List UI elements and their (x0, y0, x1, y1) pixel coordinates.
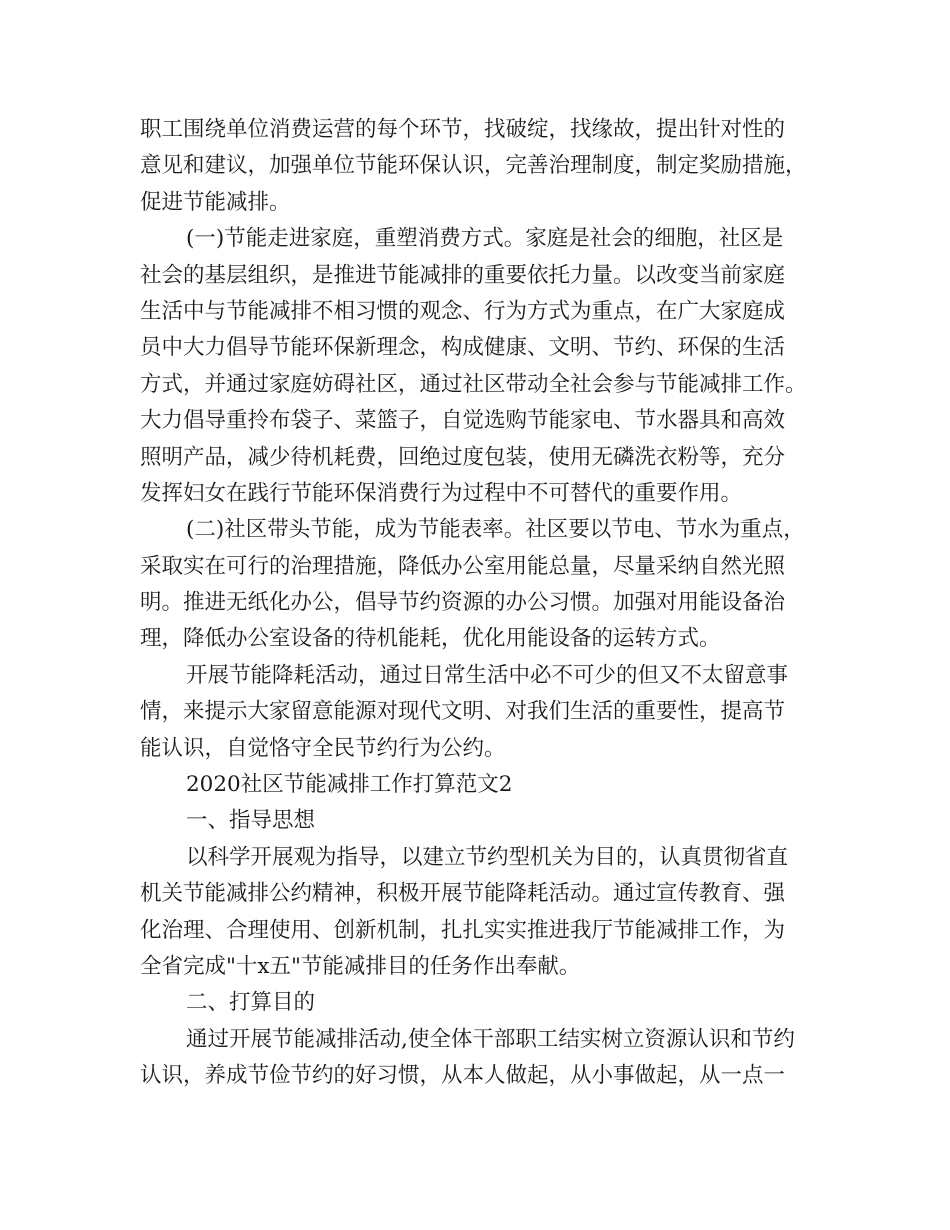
text-line: 照明产品，减少待机耗费，回绝过度包装，使用无磷洗衣粉等，充分 (140, 444, 786, 470)
text-line: 方式，并通过家庭妨碍社区，通过社区带动全社会参与节能减排工作。 (140, 371, 807, 397)
paragraph-start-line: 以科学开展观为指导，以建立节约型机关为目的，认真贯彻省直 (186, 844, 789, 870)
subsection-heading: 一、指导思想 (186, 808, 316, 834)
document-body (140, 112, 820, 1095)
text-line: 化治理、合理使用、创新机制，扎扎实实推进我厅节能减排工作，为 (140, 917, 786, 943)
paragraph-start-line: 通过开展节能减排活动,使全体干部职工结实树立资源认识和节约 (186, 1026, 795, 1052)
text-line: 采取实在可行的治理措施，降低办公室用能总量，尽量采纳自然光照 (140, 553, 786, 579)
text-line: 能认识，自觉恪守全民节约行为公约。 (140, 735, 506, 761)
paragraph-start-line: 开展节能降耗活动，通过日常生活中必不可少的但又不太留意事 (186, 662, 789, 688)
text-line: 理，降低办公室设备的待机能耗，优化用能设备的运转方式。 (140, 626, 721, 652)
text-line: 意见和建议，加强单位节能环保认识，完善治理制度，制定奖励措施， (140, 153, 807, 179)
text-line: 大力倡导重拎布袋子、菜篮子，自觉选购节能家电、节水器具和高效 (140, 408, 786, 434)
text-line: 社会的基层组织，是推进节能减排的重要依托力量。以改变当前家庭 (140, 262, 786, 288)
subsection-heading: 二、打算目的 (186, 990, 316, 1016)
text-line: 认识，养成节俭节约的好习惯，从本人做起，从小事做起，从一点一 (140, 1063, 786, 1089)
text-line: 员中大力倡导节能环保新理念，构成健康、文明、节约、环保的生活 (140, 335, 786, 361)
paragraph-start-line: (一)节能走进家庭，重塑消费方式。家庭是社会的细胞，社区是 (186, 226, 784, 252)
text-line: 情，来提示大家留意能源对现代文明、对我们生活的重要性，提高节 (140, 699, 786, 725)
paragraph-start-line: (二)社区带头节能，成为节能表率。社区要以节电、节水为重点， (186, 517, 805, 543)
text-line: 机关节能减排公约精神，积极开展节能降耗活动。通过宣传教育、强 (140, 881, 786, 907)
text-line: 发挥妇女在践行节能环保消费行为过程中不可替代的重要作用。 (140, 480, 743, 506)
text-line: 全省完成"十x五"节能减排目的任务作出奉献。 (140, 953, 581, 979)
text-line: 促进节能减排。 (140, 189, 291, 215)
text-line: 明。推进无纸化办公，倡导节约资源的办公习惯。加强对用能设备治 (140, 590, 786, 616)
text-line: 职工围绕单位消费运营的每个环节，找破绽，找缘故，提出针对性的 (140, 117, 786, 142)
text-line: 生活中与节能减排不相习惯的观念、行为方式为重点，在广大家庭成 (140, 298, 786, 324)
section-heading: 2020社区节能减排工作打算范文2 (186, 772, 513, 798)
